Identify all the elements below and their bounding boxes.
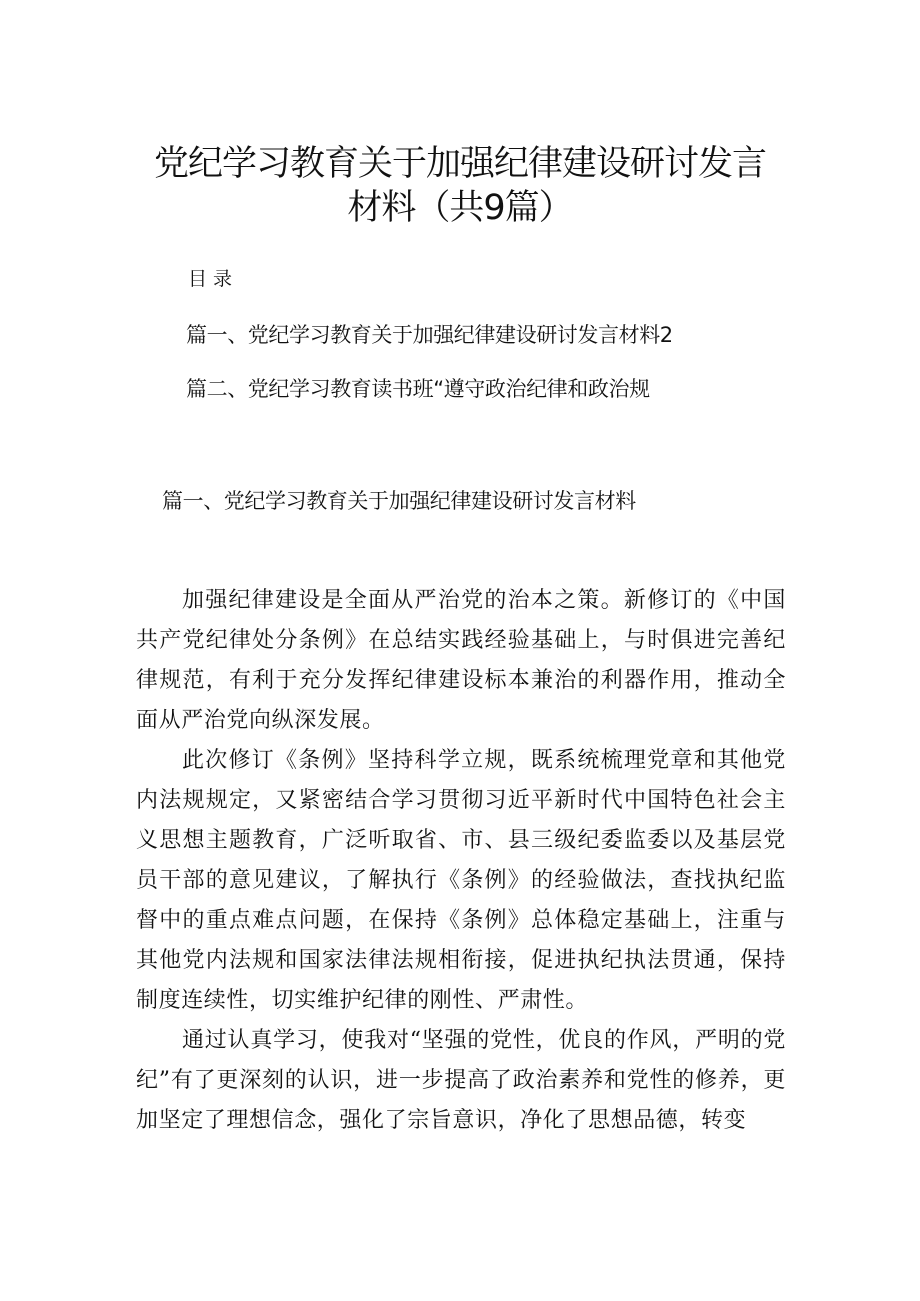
section-heading: 篇一、党纪学习教育关于加强纪律建设研讨发言材料 — [162, 489, 636, 513]
document-title-line-2: 材料（共9篇） — [347, 188, 573, 228]
toc-item[interactable]: 篇二、党纪学习教育读书班“遵守政治纪律和政治规 — [186, 377, 650, 401]
document-title-line-1: 党纪学习教育关于加强纪律建设研讨发言 — [153, 144, 766, 184]
toc-item[interactable]: 篇一、党纪学习教育关于加强纪律建设研讨发言材料2 — [186, 323, 673, 347]
body-text — [136, 581, 786, 1141]
toc-label: 目录 — [188, 268, 239, 290]
paragraph: 此次修订《条例》坚持科学立规，既系统梳理党章和其他党内法规规定，又紧密结合学习贯彻习近平新时代中国特色社会主义思想主题教育，广泛听取省、市、县三级纪委监委以及基层党员干部的意见建议，了解执行《条例》的经验做法，查找执纪监督中的重点难点问题，在保持《条例》总体稳定基础上，注重与其他党内法规和国家法律法规相衔接，促进执纪执法贯通，保持制度连续性，切实维护纪律的刚性、严肃性。 — [136, 748, 786, 1013]
paragraph: 通过认真学习，使我对“坚强的党性，优良的作风，严明的党纪”有了更深刻的认识，进一步提高了政治素养和党性的修养，更加坚定了理想信念，强化了宗旨意识，净化了思想品德，转变 — [136, 1028, 786, 1133]
paragraph: 加强纪律建设是全面从严治党的治本之策。新修订的《中国共产党纪律处分条例》在总结实践经验基础上，与时俱进完善纪律规范，有利于充分发挥纪律建设标本兼治的利器作用，推动全面从严治党向纵深发展。 — [136, 588, 786, 733]
